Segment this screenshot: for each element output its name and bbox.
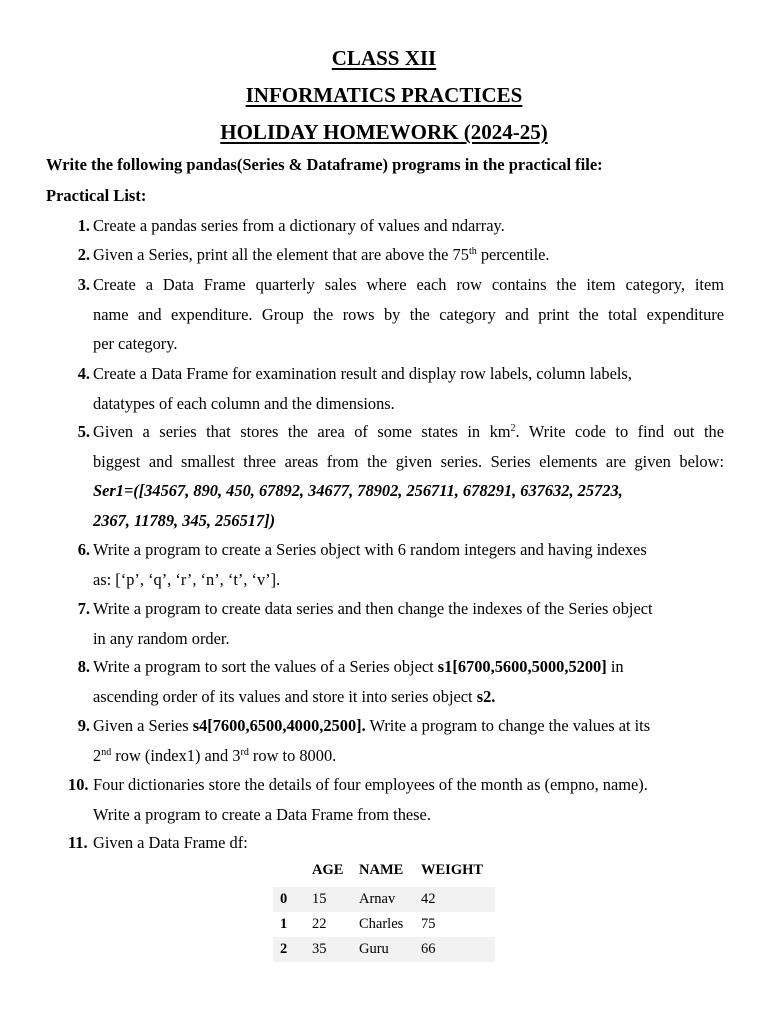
item-text-line: Given a series that stores the area of some states in $km^2$. Write code to find out the	[93, 422, 724, 441]
item-text-line: datatypes of each column and the dimensions.	[93, 393, 395, 413]
item-number: 4.	[77, 364, 90, 383]
item-number: 6.	[77, 540, 90, 559]
item-text-line: Write a program to create a Series object with 6 random integers and having indexes	[93, 540, 647, 559]
table-cell: 22	[312, 916, 327, 932]
row-index: 1	[280, 916, 288, 932]
item-number: 8.	[77, 657, 90, 676]
table-cell: 15	[312, 891, 327, 907]
item-text-line: 2nd row (index1) and 3rd row to 8000.	[93, 745, 337, 765]
table-row	[273, 887, 495, 912]
item-text-line: in any random order.	[93, 628, 230, 648]
item-text-line: Create a Data Frame for examination result and display row labels, column labels,	[93, 364, 632, 383]
item-text-line: Write a program to create a Data Frame from these.	[93, 804, 431, 824]
item-number: 5.	[77, 422, 90, 441]
column-header: NAME	[359, 862, 404, 878]
item-text: Create a pandas series from a dictionary of values and ndarray.	[93, 216, 505, 235]
subject-heading: INFORMATICS PRACTICES	[245, 83, 523, 107]
item-text-line: Write a program to sort the values of a Series object s1[6700,5600,5000,5200] in	[93, 657, 624, 676]
item-text-line: name and expenditure. Group the rows by the category and print the total expenditure	[93, 304, 724, 324]
item-text-line: Write a program to create data series and then change the indexes of the Series object	[93, 599, 653, 618]
table-cell: Arnav	[359, 891, 396, 907]
column-header: AGE	[312, 862, 344, 878]
class-heading: CLASS XII	[331, 46, 437, 70]
table-header	[273, 858, 495, 884]
column-header: WEIGHT	[421, 862, 484, 878]
item-text-line: Create a Data Frame quarterly sales where each row contains the item category, item	[93, 275, 724, 294]
item-text: Given a Series, print all the element that are above the 75th percentile.	[93, 245, 550, 264]
table-cell: 66	[421, 941, 436, 957]
item-number: 1.	[77, 216, 90, 235]
table-row	[273, 937, 495, 962]
table-cell: 35	[312, 941, 327, 957]
row-index: 0	[280, 891, 288, 907]
item-number: 7.	[77, 599, 90, 618]
item-text-line: as: [‘p’, ‘q’, ‘r’, ‘n’, ‘t’, ‘v’].	[93, 569, 281, 589]
table-row	[273, 912, 495, 937]
item-number: 3.	[77, 275, 90, 294]
item-text-line: ascending order of its values and store it into series object s2.	[93, 686, 496, 706]
table-cell: 42	[421, 891, 436, 907]
item-number: 2.	[77, 245, 90, 264]
series-values-code: 2367, 11789, 345, 256517])	[93, 510, 276, 530]
practical-list-heading: Practical List:	[46, 186, 147, 205]
item-text-line: Given a Series s4[7600,6500,4000,2500]. Write a program to change the values at its	[93, 716, 651, 735]
table-cell: Charles	[359, 916, 404, 932]
item-number: 10.	[68, 775, 89, 794]
item-text-line: Four dictionaries store the details of four employees of the month as (empno, name).	[93, 775, 648, 794]
item-number: 11.	[68, 833, 88, 852]
item-text: Given a Data Frame df:	[93, 833, 248, 852]
series-values-code: Ser1=([34567, 890, 450, 67892, 34677, 78902, 256711, 678291, 637632, 25723,	[93, 481, 623, 500]
item-text-line: biggest and smallest three areas from the given series. Series elements are given below:	[93, 451, 724, 471]
item-text-line: per category.	[93, 334, 178, 353]
item-number: 9.	[77, 716, 90, 735]
table-cell: 75	[421, 916, 436, 932]
row-index: 2	[280, 941, 288, 957]
homework-title: HOLIDAY HOMEWORK (2024-25)	[220, 120, 548, 144]
instruction-text: Write the following pandas(Series & Dataframe) programs in the practical file:	[46, 155, 603, 174]
table-cell: Guru	[359, 941, 389, 957]
